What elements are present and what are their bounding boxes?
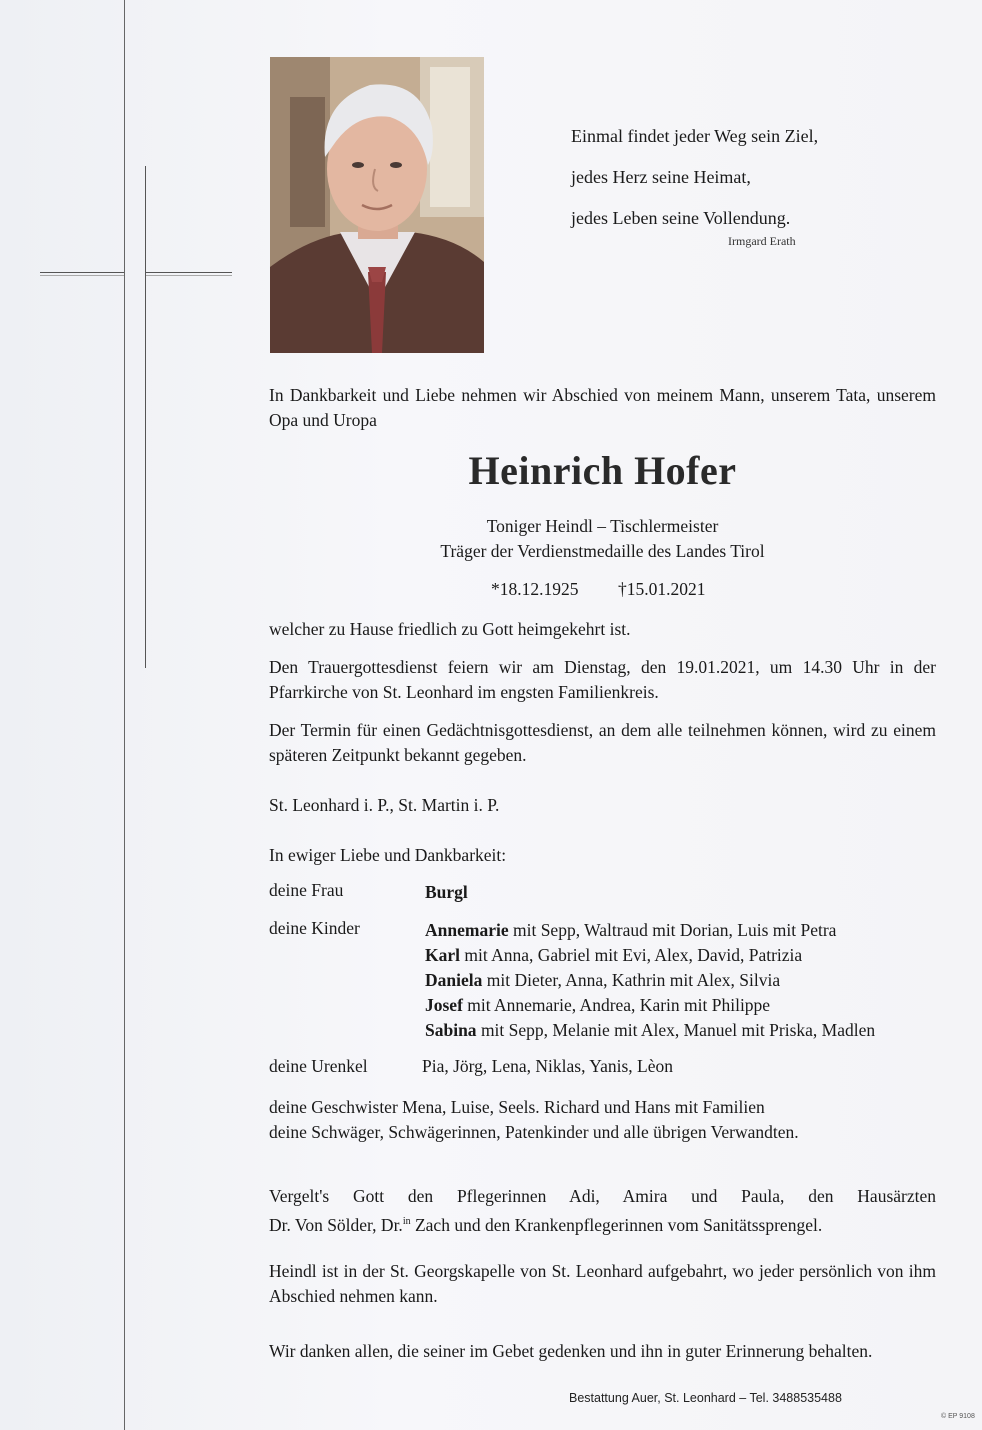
wife-name: Burgl [425,882,468,902]
intro-text: In Dankbarkeit und Liebe nehmen wir Abschied von meinem Mann, unserem Tata, unserem Opa und Uropa [269,385,936,430]
list-item: Josef mit Annemarie, Andrea, Karin mit Philippe [425,995,771,1015]
funeral-home-footer: Bestattung Auer, St. Leonhard – Tel. 3488535488 [569,1391,842,1405]
children-label: deine Kinder [269,918,360,938]
wife-label: deine Frau [269,880,344,900]
children-list [425,918,875,1043]
cross-horizontal-line-right [146,272,232,273]
inlaws-text: deine Schwäger, Schwägerinnen, Patenkinder und alle übrigen Verwandten. [269,1122,799,1142]
cross-horizontal-shadow-right [146,275,232,276]
cross-horizontal-shadow-left [40,275,124,276]
quote-line-2: jedes Herz seine Heimat, [571,167,751,187]
title-line-2: Träger der Verdienstmedaille des Landes Tirol [440,541,765,561]
quote [571,116,818,239]
greatgrandchildren-names: Pia, Jörg, Lena, Niklas, Yanis, Lèon [422,1056,673,1076]
list-item: Karl mit Anna, Gabriel mit Evi, Alex, David, Patrizia [425,945,803,965]
thanks-care-line-2: Dr. Von Sölder, Dr.$^{in}$ Zach und den Krankenpflegerinnen vom Sanitätssprengel. [269,1214,823,1235]
list-item: Sabina mit Sepp, Melanie mit Alex, Manuel mit Priska, Madlen [425,1020,876,1040]
deceased-name: Heinrich Hofer [468,448,737,493]
portrait-photo [270,57,484,353]
cross-vertical-line-outer [124,0,125,1430]
list-item: Daniela mit Dieter, Anna, Kathrin mit Alex, Silvia [425,970,781,990]
greatgrandchildren-label: deine Urenkel [269,1056,368,1076]
memorial-text: Der Termin für einen Gedächtnisgottesdienst, an dem alle teilnehmen können, wird zu einem späteren Zeitpunkt bekannt gegeben. [269,720,936,765]
quote-line-1: Einmal findet jeder Weg sein Ziel, [571,126,819,146]
siblings-text: deine Geschwister Mena, Luise, Seels. Richard und Hans mit Familien [269,1097,765,1117]
places-text: St. Leonhard i. P., St. Martin i. P. [269,795,500,815]
quote-author: Irmgard Erath [728,234,796,248]
cross-vertical-line [145,166,146,668]
quote-line-3: jedes Leben seine Vollendung. [571,208,791,228]
list-item: Annemarie mit Sepp, Waltraud mit Dorian, Luis mit Petra [425,920,837,940]
cross-horizontal-line-left [40,272,124,273]
title-line-1: Toniger Heindl – Tischlermeister [486,516,719,536]
death-date: †15.01.2021 [618,579,706,599]
laid-out-text: Heindl ist in der St. Georgskapelle von St. Leonhard aufgebahrt, wo jeder persönlich von ihm Abschied nehmen kann. [269,1261,936,1306]
closing-text: Wir danken allen, die seiner im Gebet gedenken und ihn in guter Erinnerung behalten. [269,1341,873,1361]
birth-date: *18.12.1925 [491,579,579,599]
thanks-care-line-1: Vergelt's Gott den Pflegerinnen Adi, Amira und Paula, den Hausärzten [269,1186,936,1206]
service-text: Den Trauergottesdienst feiern wir am Dienstag, den 19.01.2021, um 14.30 Uhr in der Pfarrkirche von St. Leonhard im engsten Familienkreis. [269,657,936,702]
love-line: In ewiger Liebe und Dankbarkeit: [269,845,507,865]
copyright-mark: © EP 9108 [941,1413,975,1420]
passed-text: welcher zu Hause friedlich zu Gott heimgekehrt ist. [269,619,631,639]
